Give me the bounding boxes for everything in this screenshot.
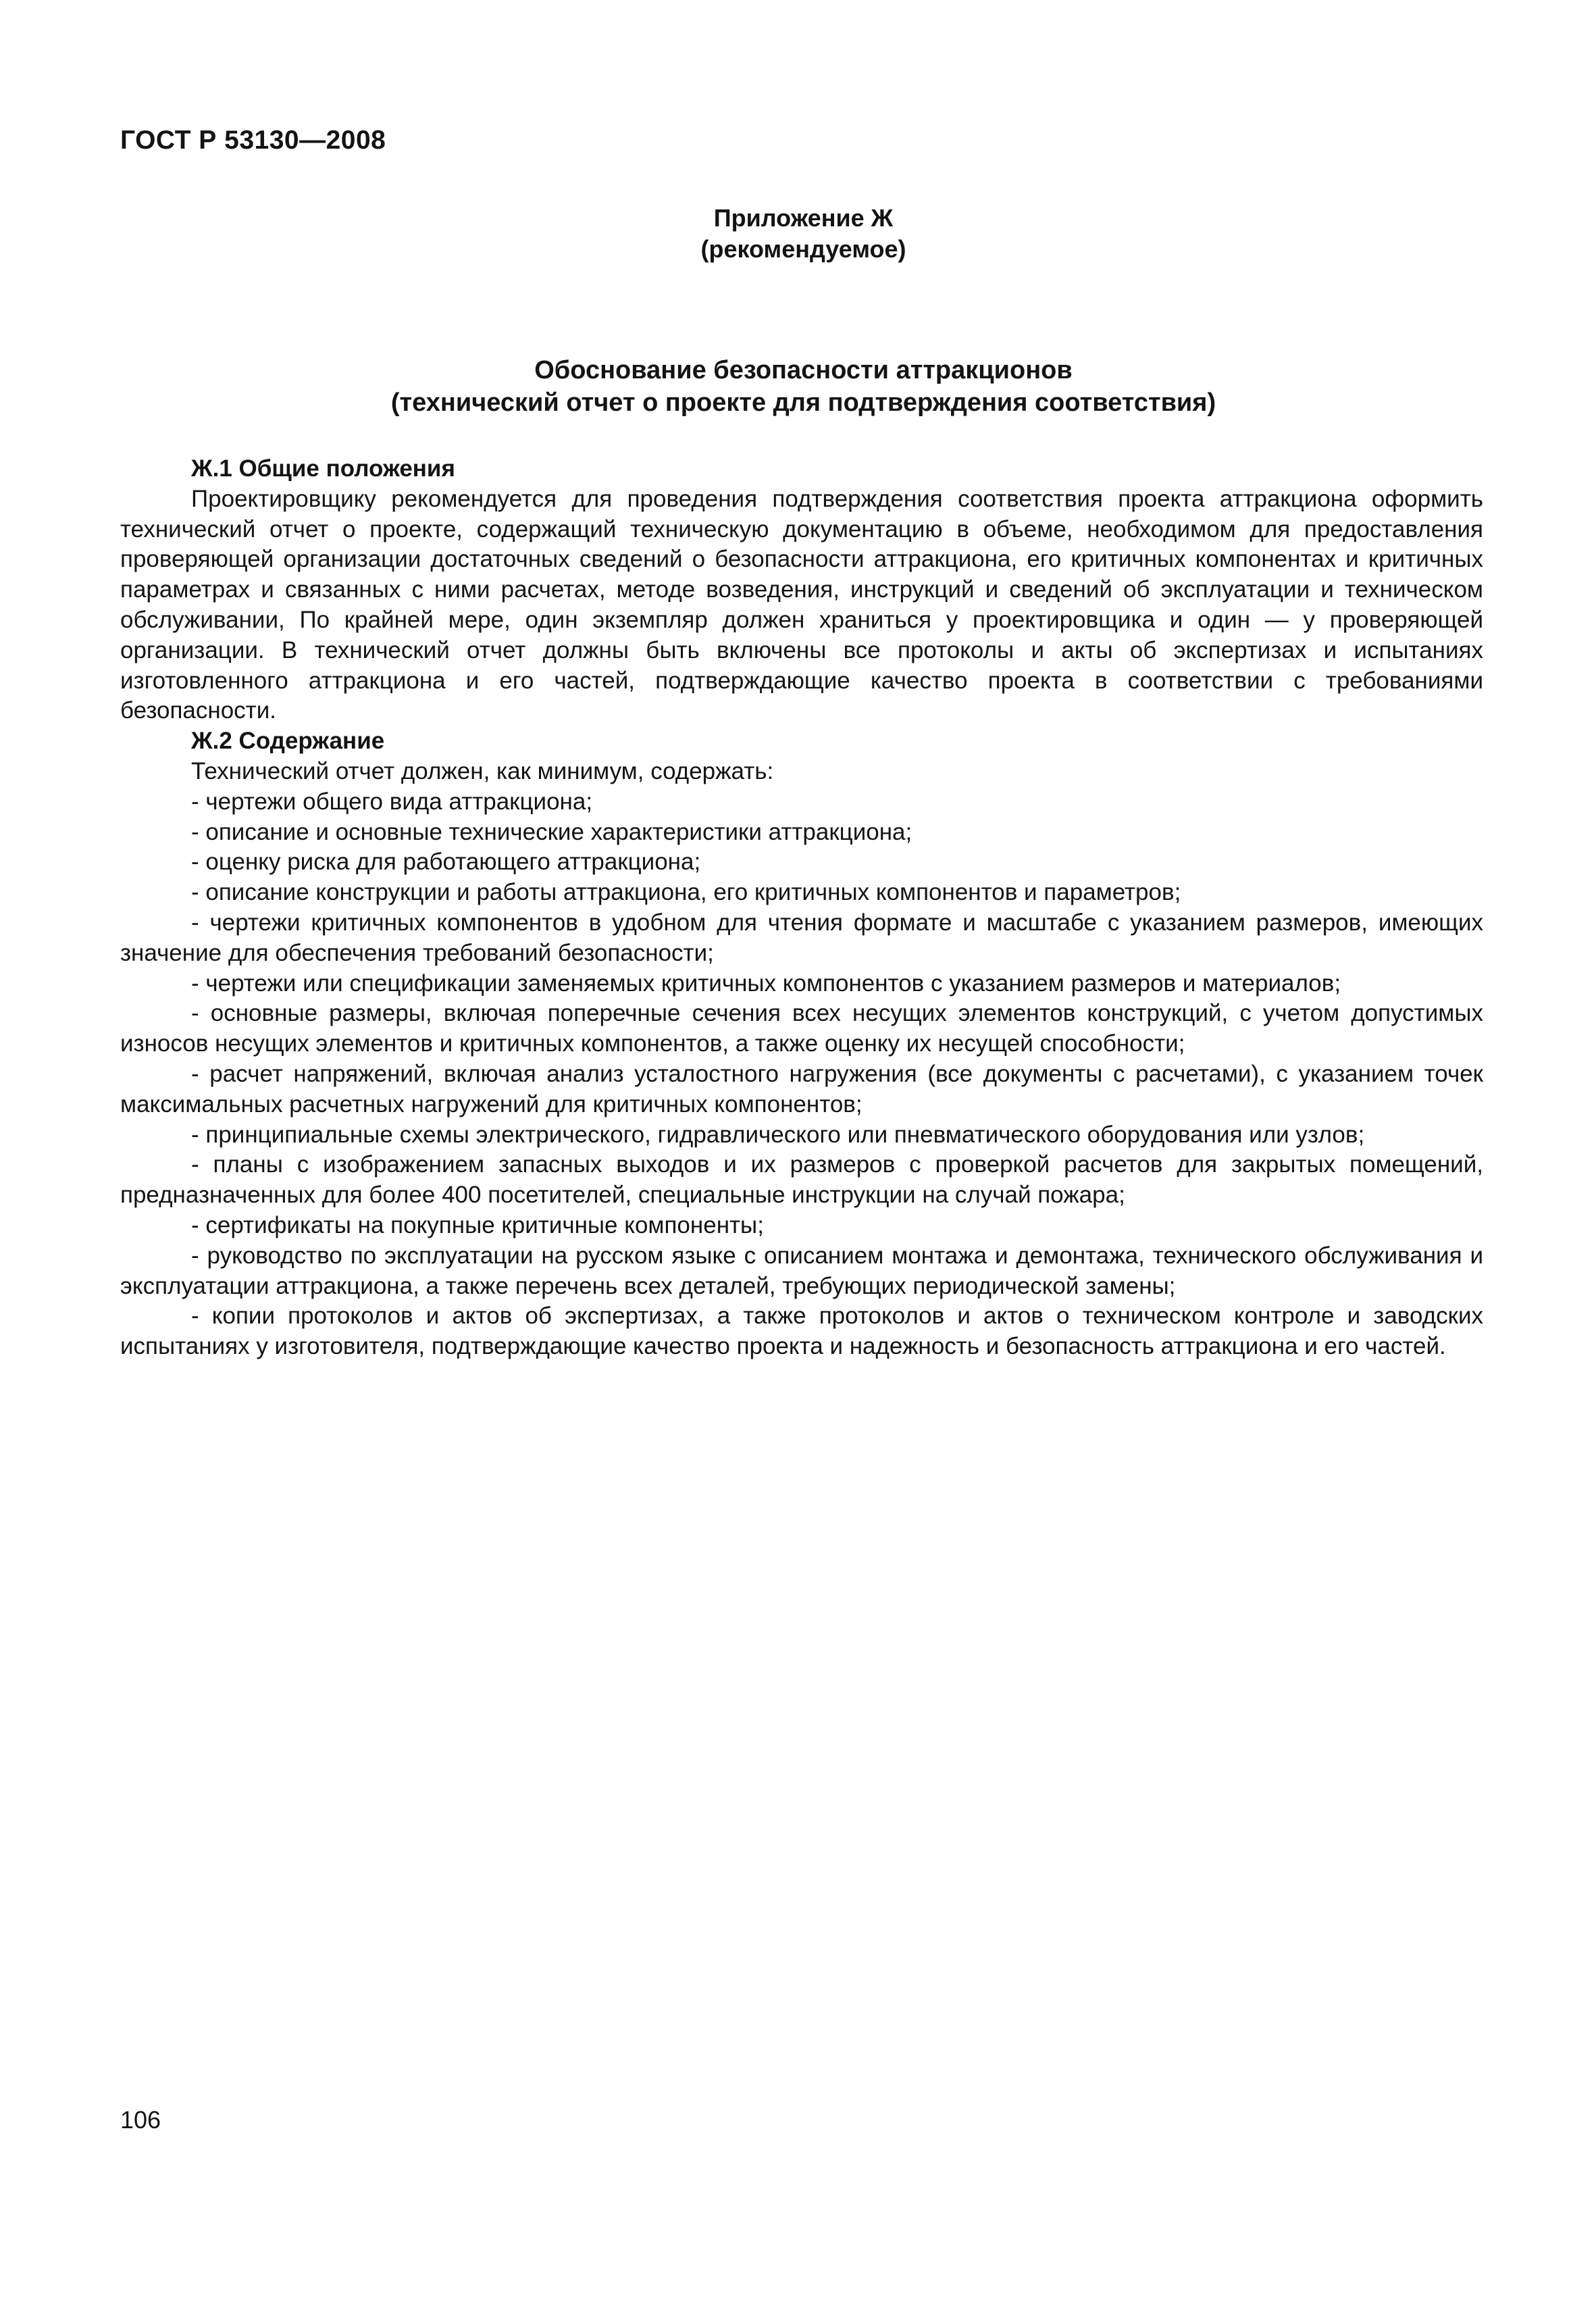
list-item: - чертежи критичных компонентов в удобном для чтения формате и масштабе с указанием размеров, имеющих значение для обеспечения требований безопасности; [120, 909, 1483, 966]
section-2-heading: Ж.2 Содержание [191, 728, 385, 755]
main-title [0, 354, 1596, 419]
list-item: - принципиальные схемы электрического, гидравлического или пневматического оборудования или узлов; [191, 1121, 1365, 1148]
list-item: - планы с изображением запасных выходов и их размеров с проверкой расчетов для закрытых помещений, предназначенных для более 400 посетителей, специальные инструкции на случай пожара; [120, 1151, 1483, 1209]
annex-heading [0, 203, 1596, 265]
annex-title: Приложение Ж [713, 204, 894, 232]
list-item: - расчет напряжений, включая анализ усталостного нагружения (все документы с расчетами), с указанием точек максимальных расчетных нагружений для критичных компонентов; [120, 1060, 1483, 1117]
list-item: - руководство по эксплуатации на русском языке с описанием монтажа и демонтажа, технического обслуживания и эксплуатации аттракциона, а также перечень всех деталей, требующих периодической замены; [120, 1242, 1483, 1299]
list-item: - чертежи общего вида аттракциона; [191, 788, 593, 815]
section-2-intro: Технический отчет должен, как минимум, содержать: [191, 757, 774, 784]
list-item: - описание и основные технические характеристики аттракциона; [191, 818, 912, 845]
page-number: 106 [120, 2106, 161, 2134]
main-title-line-2: (технический отчет о проекте для подтверждения соответствия) [390, 388, 1216, 417]
list-item: - сертификаты на покупные критичные компоненты; [191, 1211, 764, 1238]
section-1-paragraph: Проектировщику рекомендуется для проведения подтверждения соответствия проекта аттракциона оформить технический отчет о проекте, содержащий техническую документацию в объеме, необходимом для предоставления проверяющей организации достаточных сведений о безопасности аттракциона, его критичных компонентах и критичных параметрах и связанных с ними расчетах, методе возведения, инструкций и сведений об эксплуатации и техническом обслуживании, По крайней мере, один экземпляр должен храниться у проектировщика и один — у проверяющей организации. В технический отчет должны быть включены все протоколы и акты об экспертизах и испытаниях изготовленного аттракциона и его частей, подтверждающие качество проекта в соответствии с требованиями безопасности. [120, 485, 1483, 724]
document-code-header: ГОСТ Р 53130—2008 [120, 126, 386, 155]
list-item: - основные размеры, включая поперечные сечения всех несущих элементов конструкций, с учетом допустимых износов несущих элементов и критичных компонентов, а также оценку их несущей способности; [120, 1000, 1483, 1057]
main-title-line-1: Обоснование безопасности аттракционов [534, 356, 1073, 384]
list-item: - описание конструкции и работы аттракциона, его критичных компонентов и параметров; [191, 879, 1181, 906]
list-item: - оценку риска для работающего аттракциона; [191, 849, 701, 876]
list-item: - чертежи или спецификации заменяемых критичных компонентов с указанием размеров и материалов; [191, 970, 1341, 997]
section-1-heading: Ж.1 Общие положения [191, 455, 455, 482]
list-item: - копии протоколов и актов об экспертизах, а также протоколов и актов о техническом контроле и заводских испытаниях у изготовителя, подтверждающие качество проекта и надежность и безопасность аттракциона и его частей. [120, 1303, 1483, 1360]
annex-status: (рекомендуемое) [700, 235, 906, 263]
body-text [120, 454, 1483, 1362]
